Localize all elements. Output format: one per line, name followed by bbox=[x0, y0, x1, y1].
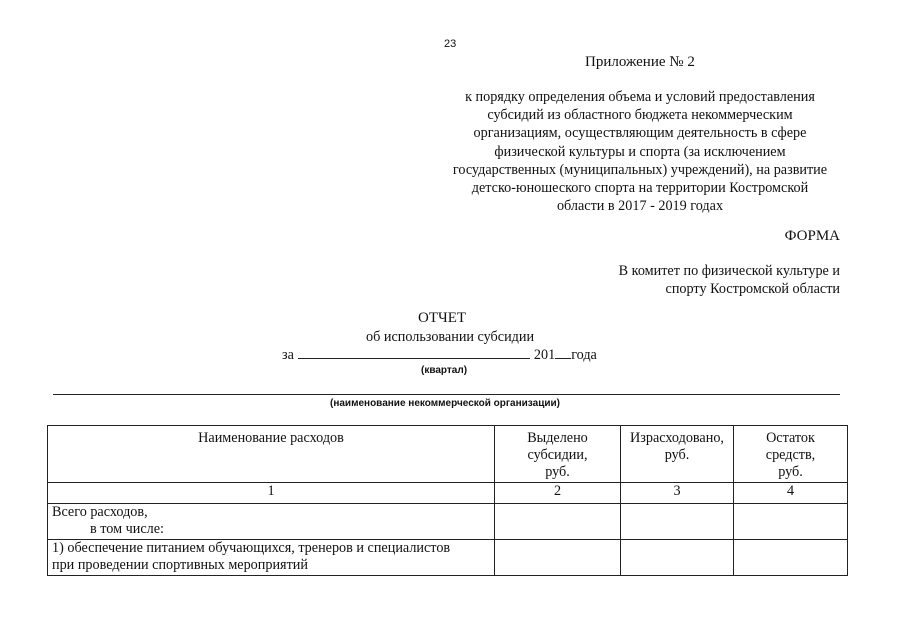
report-subtitle: об использовании субсидии bbox=[366, 329, 535, 345]
header-spent bbox=[621, 426, 734, 483]
allocated-cell[interactable] bbox=[495, 540, 621, 576]
appendix-desc-line: государственных (муниципальных) учреждений), на развитие bbox=[452, 161, 828, 178]
spent-cell[interactable] bbox=[621, 540, 734, 576]
header-line: средств, bbox=[765, 447, 816, 463]
period-year-prefix: 201 bbox=[533, 347, 556, 363]
column-number: 3 bbox=[621, 483, 734, 504]
table-row bbox=[48, 540, 848, 576]
year-blank-field[interactable] bbox=[555, 346, 571, 359]
header-allocated bbox=[495, 426, 621, 483]
appendix-desc-line: организациям, осуществляющим деятельность в сфере bbox=[473, 125, 807, 142]
recipient-line: спорту Костромской области bbox=[665, 281, 840, 297]
remaining-cell[interactable] bbox=[734, 504, 848, 540]
period-prefix: за bbox=[282, 347, 294, 363]
table-row bbox=[48, 504, 848, 540]
appendix-description bbox=[430, 88, 850, 215]
column-number-row bbox=[48, 483, 848, 504]
header-line: руб. bbox=[664, 447, 690, 463]
remaining-cell[interactable] bbox=[734, 540, 848, 576]
header-line: Остаток bbox=[766, 430, 815, 446]
form-label: ФОРМА bbox=[784, 228, 840, 244]
expense-name-cell bbox=[48, 504, 495, 540]
report-period-line bbox=[282, 346, 597, 364]
recipient-block bbox=[560, 262, 840, 298]
header-line: Израсходовано, bbox=[630, 430, 724, 446]
header-line: субсидии, bbox=[527, 447, 588, 463]
header-expense-name: Наименование расходов bbox=[48, 426, 495, 483]
column-number: 2 bbox=[495, 483, 621, 504]
page-number: 23 bbox=[444, 38, 457, 50]
header-remaining bbox=[734, 426, 848, 483]
header-line: Выделено bbox=[527, 430, 588, 446]
spent-cell[interactable] bbox=[621, 504, 734, 540]
column-number: 1 bbox=[48, 483, 495, 504]
appendix-title: Приложение № 2 bbox=[585, 54, 695, 70]
row-label: Всего расходов, bbox=[52, 504, 148, 520]
header-line: руб. bbox=[545, 464, 570, 480]
table-header-row bbox=[48, 426, 848, 483]
appendix-desc-line: к порядку определения объема и условий предоставления bbox=[465, 89, 815, 105]
expense-report-table bbox=[47, 425, 848, 576]
appendix-desc-line: субсидий из областного бюджета некоммерческим bbox=[487, 107, 793, 124]
organization-blank-field[interactable] bbox=[53, 394, 840, 395]
expense-name-cell bbox=[48, 540, 495, 576]
appendix-desc-line: детско-юношеского спорта на территории Костромской bbox=[471, 180, 809, 197]
appendix-desc-line: физической культуры и спорта (за исключением bbox=[494, 143, 786, 160]
row-sublabel: в том числе: bbox=[90, 521, 164, 537]
row-label: при проведении спортивных мероприятий bbox=[52, 557, 308, 573]
header-line: руб. bbox=[778, 464, 803, 480]
report-title: ОТЧЕТ bbox=[418, 310, 467, 326]
quarter-hint: (квартал) bbox=[421, 365, 468, 376]
recipient-line: В комитет по физической культуре и bbox=[618, 263, 840, 279]
column-number: 4 bbox=[734, 483, 848, 504]
allocated-cell[interactable] bbox=[495, 504, 621, 540]
organization-hint: (наименование некоммерческой организации) bbox=[330, 398, 560, 409]
period-suffix: года bbox=[571, 347, 597, 363]
row-label: 1) обеспечение питанием обучающихся, тренеров и специалистов bbox=[52, 540, 451, 556]
appendix-desc-line: области в 2017 - 2019 годах bbox=[556, 198, 724, 215]
quarter-blank-field[interactable] bbox=[298, 346, 530, 359]
